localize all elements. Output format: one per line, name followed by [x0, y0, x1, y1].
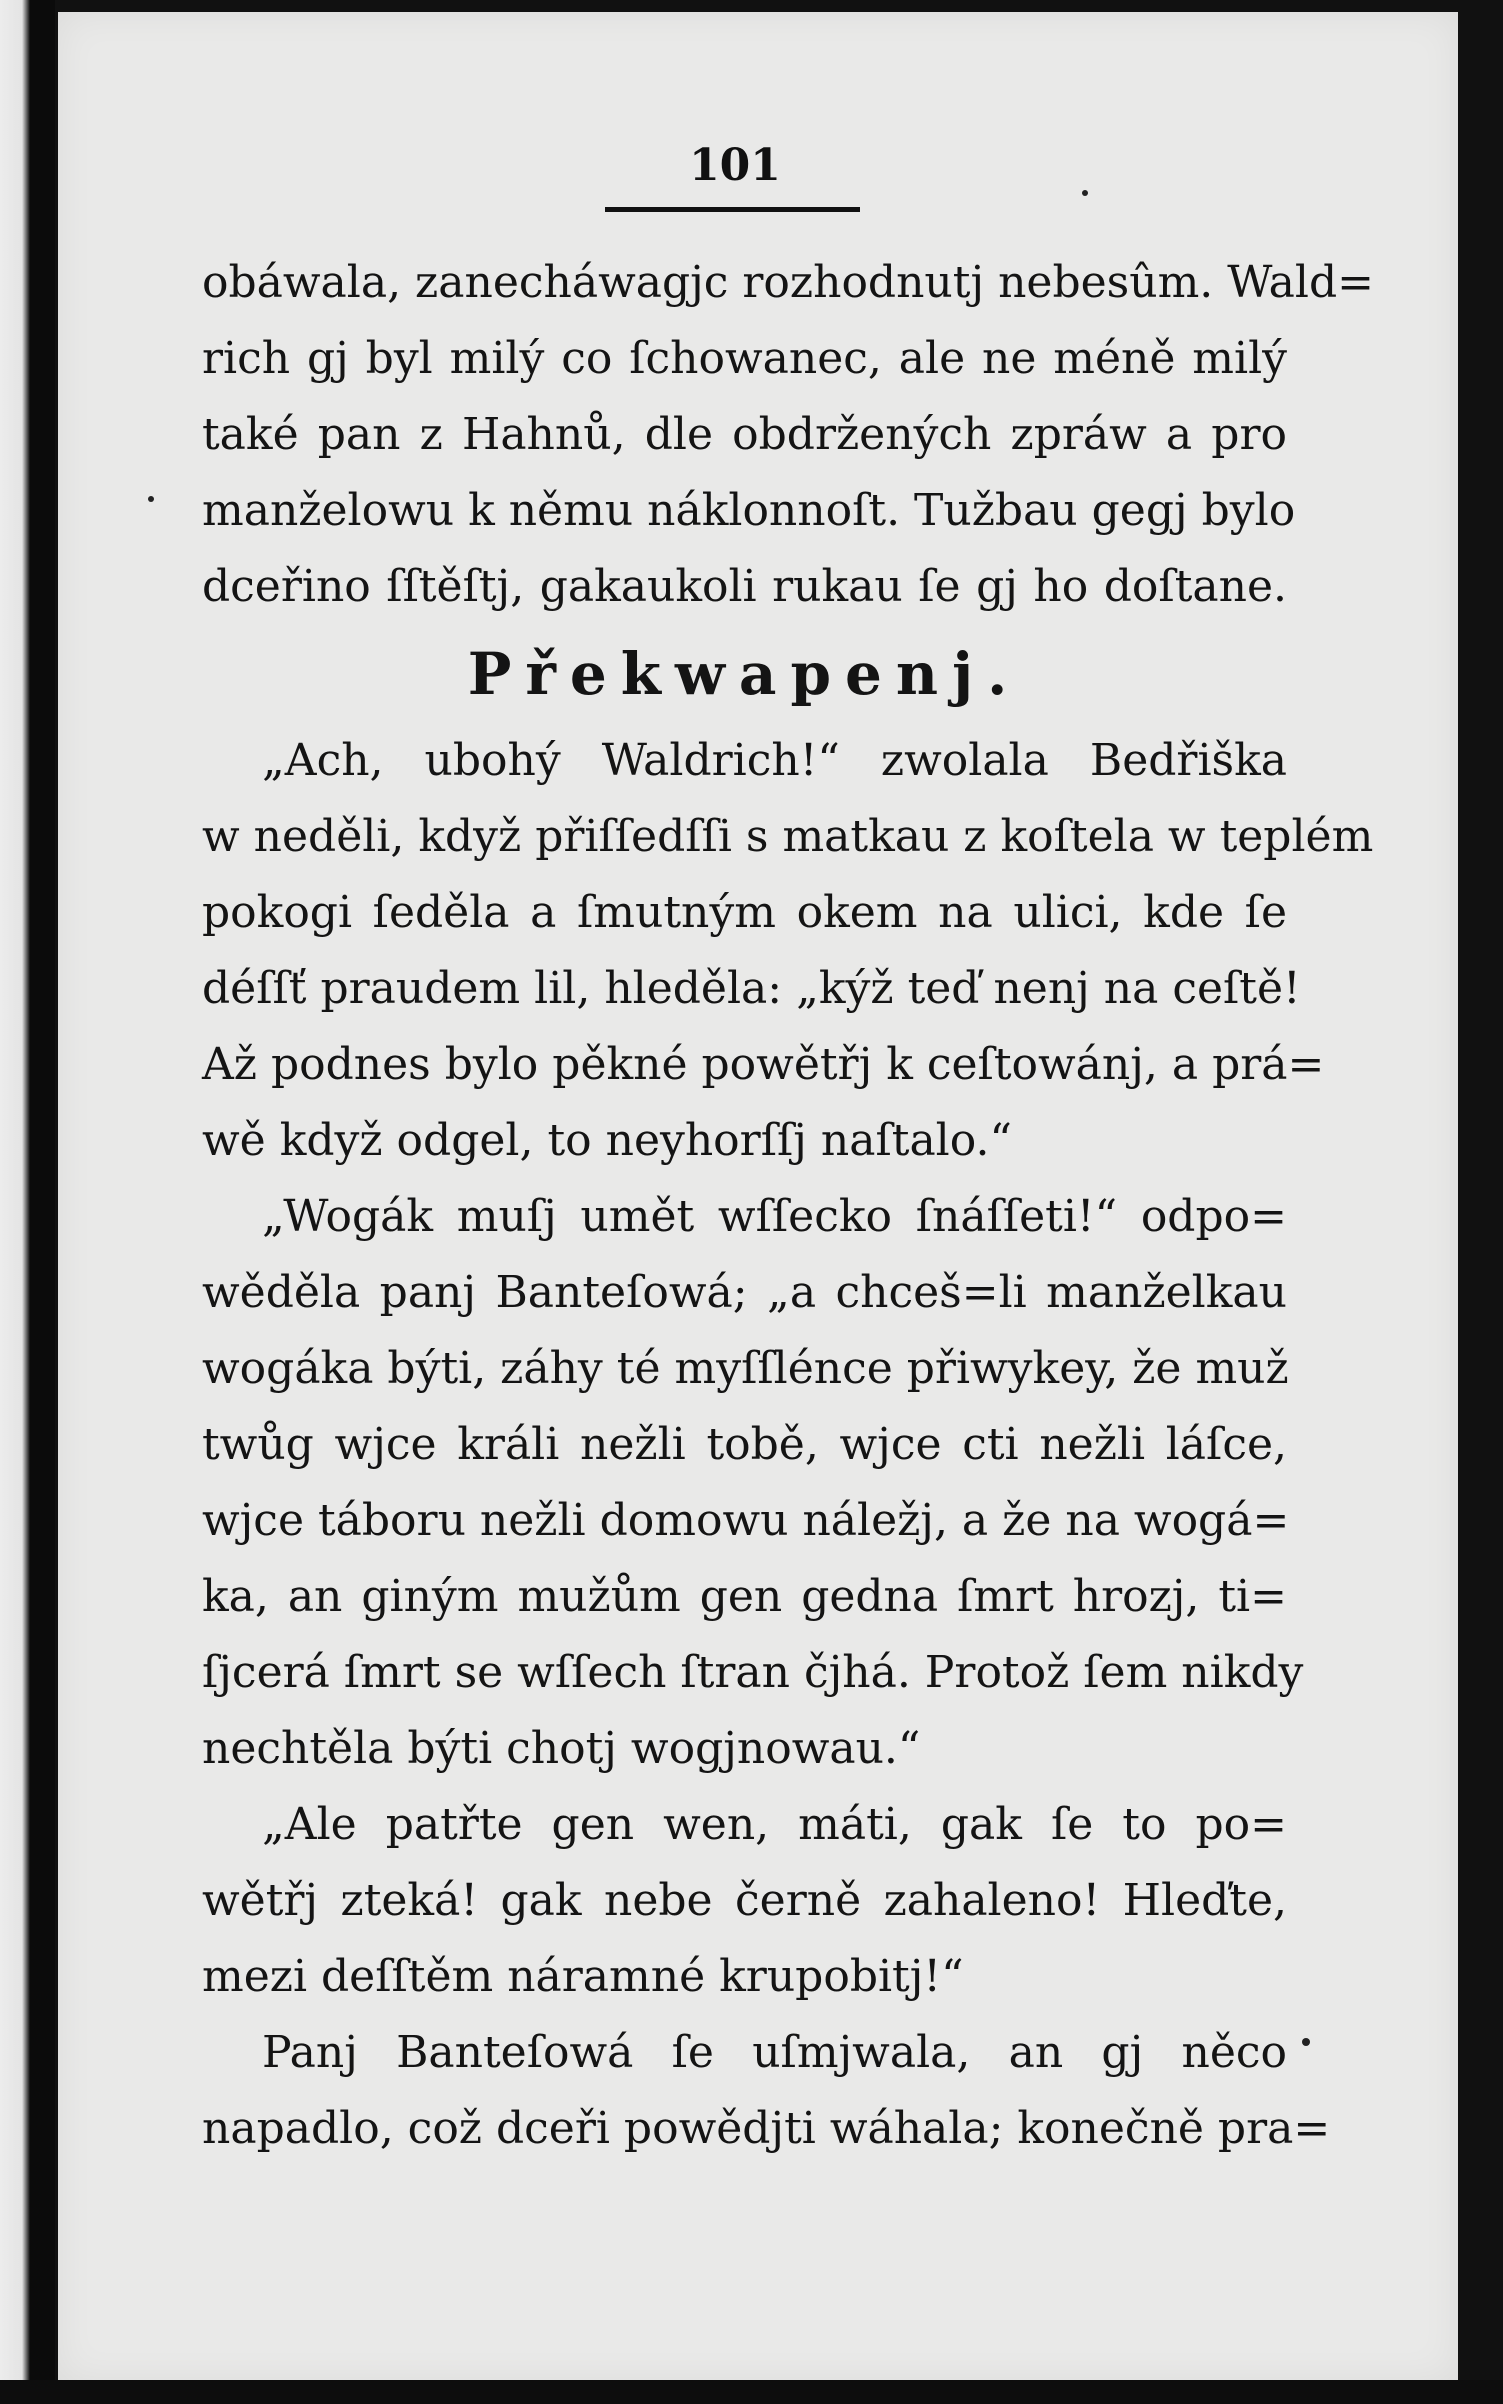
section-heading: Překwapenj. — [467, 640, 1022, 708]
text-line: také pan z Hahnů, dle obdržených zpráw a pro — [202, 409, 1287, 460]
text-line: wětřj zteká! gak nebe černě zahaleno! Hleďte, — [202, 1875, 1287, 1926]
text-line: napadlo, což dceři powědjti wáhala; konečně pra= — [202, 2103, 1331, 2154]
text-line: twůg wjce králi nežli tobě, wjce cti nežli láſce, — [202, 1419, 1287, 1470]
text-line: wě když odgel, to neyhorſſj naſtalo.“ — [202, 1115, 1012, 1166]
text-line: „Wogák muſj umět wſſecko ſnáſſeti!“ odpo= — [262, 1191, 1287, 1242]
text-line: ka, an giným mužům gen gedna ſmrt hrozj, ti= — [202, 1571, 1287, 1622]
text-line: ſjcerá ſmrt se wſſech ſtran čjhá. Protož ſem nikdy — [202, 1647, 1304, 1698]
scan-border — [0, 2380, 1503, 2404]
text-line: Až podnes bylo pěkné powětřj k ceſtowánj, a prá= — [202, 1039, 1325, 1090]
text-line: mezi deſſtěm náramné krupobitj!“ — [202, 1951, 964, 2002]
text-line: déſſť praudem lil, hleděla: „kýž teď nenj na ceſtě! — [202, 963, 1301, 1014]
text-line: obáwala, zanecháwagjc rozhodnutj nebesûm. Wald= — [202, 257, 1375, 308]
text-line: „Ach, ubohý Waldrich!“ zwolala Bedřiška — [262, 735, 1287, 786]
text-line: wjce táboru nežli domowu náležj, a že na wogá= — [202, 1495, 1290, 1546]
text-line: w neděli, když přiſſedſſi s matkau z koſtela w teplém — [202, 811, 1374, 862]
text-line: rich gj byl milý co ſchowanec, ale ne méně milý — [202, 333, 1287, 384]
page-number: 101 — [689, 140, 781, 191]
binding-edge — [0, 0, 55, 2404]
ink-speck — [1302, 2038, 1310, 2046]
header-rule — [605, 207, 860, 212]
text-line: Panj Banteſowá ſe uſmjwala, an gj něco — [262, 2027, 1287, 2078]
text-line: nechtěla býti chotj wogjnowau.“ — [202, 1723, 921, 1774]
text-line: wěděla panj Banteſowá; „a chceš=li manželkau — [202, 1267, 1287, 1318]
text-line: manželowu k němu náklonnoſt. Tužbau gegj bylo — [202, 485, 1296, 536]
text-line: wogáka býti, záhy té myſſlénce přiwykey, že muž — [202, 1343, 1289, 1394]
text-line: „Ale patřte gen wen, máti, gak ſe to po= — [262, 1799, 1287, 1850]
ink-speck — [1082, 190, 1088, 196]
ink-speck — [148, 496, 154, 502]
text-line: pokogi ſeděla a ſmutným okem na ulici, kde ſe — [202, 887, 1287, 938]
body-text — [202, 245, 1375, 2167]
text-line: dceřino ſſtěſtj, gakaukoli rukau ſe gj ho doſtane. — [202, 561, 1287, 612]
